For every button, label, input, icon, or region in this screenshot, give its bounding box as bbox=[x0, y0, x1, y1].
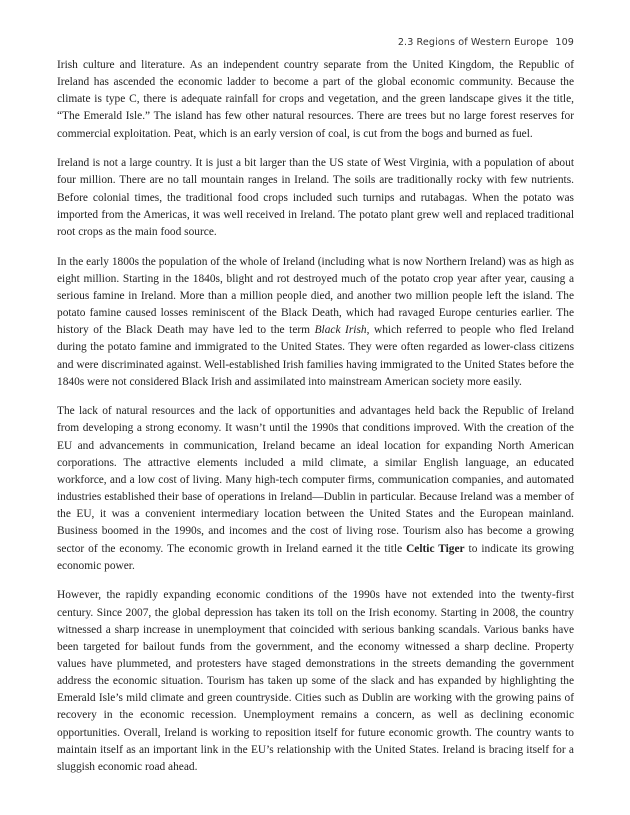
paragraph-potato-famine bbox=[57, 254, 574, 391]
growth-text-start: The lack of natural resources and the lack of opportunities and advantages held back the Republic of Ireland from developing a strong economy. It wasn’t until the 1990s that conditions improved. With the creation of the EU and advancements in communication, Ireland became an ideal location for expanding North American corporations. The attractive elements included a mild climate, a similar English language, an educated workforce, and a low cost of living. Many high-tech computer firms, communication companies, and automated industries established their base of operations in Ireland—Dublin in particular. Because Ireland was a member of the EU, it was a convenient intermediary location between the United States and the European mainland. Business boomed in the 1990s, and incomes and the cost of living rose. Tourism also has become a growing sector of the economy. The economic growth in Ireland earned it the title bbox=[57, 405, 574, 555]
famine-text-end: , which referred to people who fled Ireland during the potato famine and immigrated to the United States. They were often regarded as lower-class citizens and were discriminated against. Well-established Irish families having immigrated to the United States before the 1840s were not considered Black Irish and assimilated into mainstream American society more easily. bbox=[57, 324, 574, 388]
paragraph-irish-culture: Irish culture and literature. As an independent country separate from the United Kingdom, the Republic of Ireland has ascended the economic ladder to become a part of the global economic community. Because the climate is type C, there is adequate rainfall for crops and vegetation, and the green landscape gives it the title, “The Emerald Isle.” The island has few other natural resources. There are trees but no large forest reserves for commercial exploitation. Peat, which is an early version of coal, is cut from the bogs and burned as fuel. bbox=[57, 59, 574, 140]
paragraph-geography: Ireland is not a large country. It is just a bit larger than the US state of West Virginia, with a population of about four million. There are no tall mountain ranges in Ireland. The soils are traditionally rocky with few nutrients. Before colonial times, the traditional food crops included such turnips and rutabagas. When the potato was imported from the Americas, it was well received in Ireland. The potato plant grew well and replaced traditional root crops as the main food source. bbox=[57, 157, 574, 238]
paragraph-recession: However, the rapidly expanding economic conditions of the 1990s have not extended into the twenty-first century. Since 2007, the global depression has taken its toll on the Irish economy. Starting in 2008, the country witnessed a sharp increase in unemployment that coincided with serious banking scandals. Various banks have been targeted for bailout funds from the government, and the economy witnessed a sharp decline. Property values have plummeted, and protesters have staged demonstrations in the streets demanding the government address the economic situation. Tourism has taken up some of the slack and has expanded by highlighting the Emerald Isle’s mild climate and green countryside. Cities such as Dublin are working with the growing pains of recovery in the economic recession. Unemployment remains a concern, as well as declining economic opportunities. Overall, Ireland is working to reposition itself for future economic growth. The country wants to maintain itself as an important link in the EU’s relationship with the United States. Ireland is bracing itself for a sluggish economic road ahead. bbox=[57, 589, 574, 773]
body-text bbox=[57, 57, 574, 776]
section-title: 2.3 Regions of Western Europe bbox=[397, 37, 549, 48]
term-celtic-tiger: Celtic Tiger bbox=[406, 542, 465, 555]
running-header bbox=[398, 37, 574, 48]
page-number: 109 bbox=[555, 37, 574, 48]
term-black-irish: Black Irish bbox=[314, 324, 367, 337]
paragraph-economic-growth bbox=[57, 403, 574, 575]
growth-text-end: to indicate its growing economic power. bbox=[57, 542, 574, 572]
famine-text-start: In the early 1800s the population of the whole of Ireland (including what is now Northern Ireland) was as high as eight million. Starting in the 1840s, blight and rot destroyed much of the potato crop year after year, causing a serious famine in Ireland. More than a million people died, and another two million people left the island. The potato famine caused losses reminiscent of the Black Death, which had ravaged Europe centuries earlier. The history of the Black Death may have led to the term bbox=[57, 255, 574, 337]
